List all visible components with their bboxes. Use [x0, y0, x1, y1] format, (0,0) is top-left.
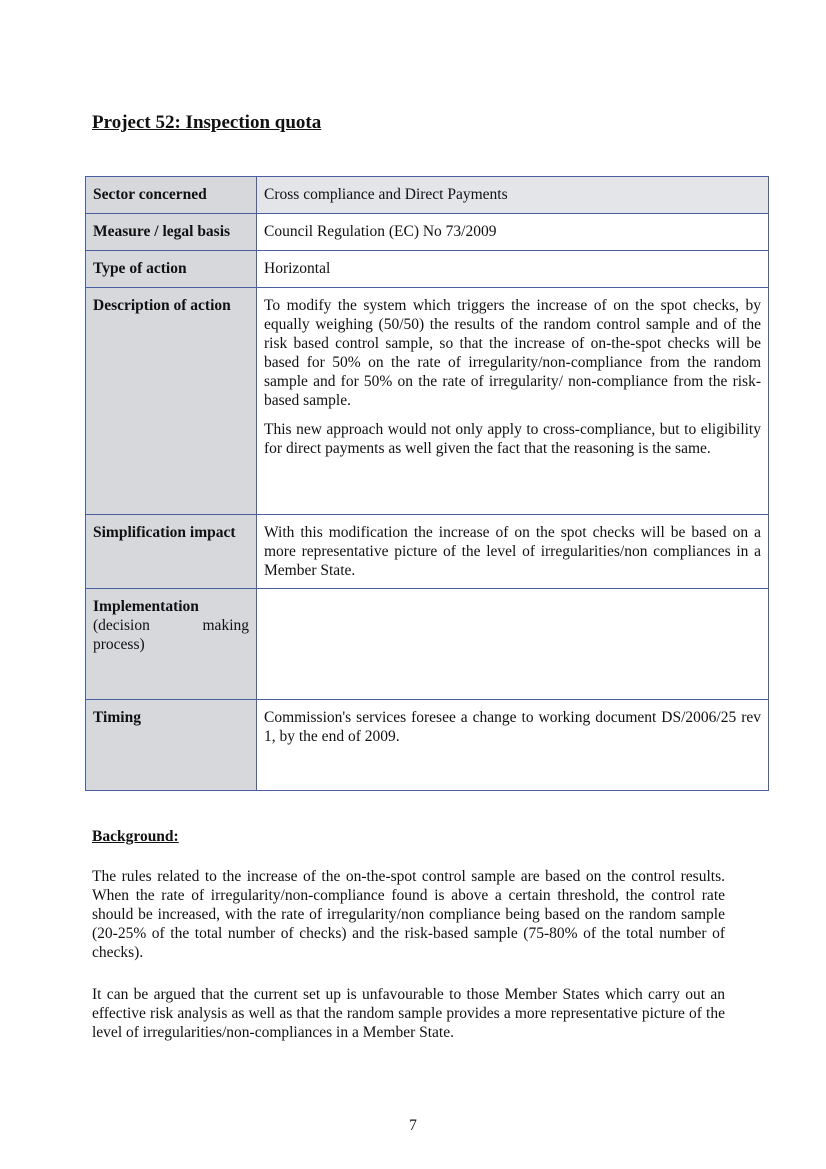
sector-label: Sector concerned [86, 177, 257, 214]
description-value [257, 288, 769, 515]
implementation-subtitle-2: process) [93, 636, 145, 653]
background-heading: Background: [92, 828, 179, 845]
page-number: 7 [409, 1117, 417, 1134]
project-info-table [85, 176, 769, 791]
background-paragraph-1: The rules related to the increase of the on-the-spot control sample are based on the control results. When the rate of irregularity/non-compliance found is above a certain threshold, the control rate should be increased, with the rate of irregularity/non compliance being based on the random sample (20-25% of the total number of checks) and the risk-based sample (75-80% of the total number of checks). [92, 868, 725, 961]
table-row-implementation [86, 589, 769, 700]
background-paragraph-2: It can be argued that the current set up is unfavourable to those Member States which carry out an effective risk analysis as well as that the random sample provides a more representative picture of the level of irregularities/non-compliances in a Member State. [92, 986, 725, 1041]
simplification-label: Simplification impact [86, 515, 257, 589]
table-row-sector [86, 177, 769, 214]
page-title: Project 52: Inspection quota [92, 112, 322, 133]
implementation-title: Implementation [93, 598, 199, 615]
type-label: Type of action [86, 251, 257, 288]
table-row-simplification [86, 515, 769, 589]
implementation-label [86, 589, 257, 700]
measure-label: Measure / legal basis [86, 214, 257, 251]
table-row-timing [86, 700, 769, 791]
implementation-subtitle-1: (decision making [93, 617, 249, 634]
description-label: Description of action [86, 288, 257, 515]
table-row-description [86, 288, 769, 515]
simplification-value [257, 515, 769, 589]
description-paragraph-2: This new approach would not only apply to cross-compliance, but to eligibility for direct payments as well given the fact that the reasoning is the same. [264, 421, 761, 457]
simplification-text: With this modification the increase of on the spot checks will be based on a more representative picture of the level of irregularities/non compliances in a Member State. [264, 524, 761, 579]
sector-value: Cross compliance and Direct Payments [257, 177, 769, 214]
table-row-type [86, 251, 769, 288]
timing-value [257, 700, 769, 791]
timing-label: Timing [86, 700, 257, 791]
description-paragraph-1: To modify the system which triggers the increase of on the spot checks, by equally weighing (50/50) the results of the random control sample and of the risk based control sample, so that the increase of on-the-spot checks will be based for 50% on the rate of irregularity/non-compliance from the random sample and for 50% on the rate of irregularity/ non-compliance from the risk-based sample. [264, 297, 761, 409]
timing-text: Commission's services foresee a change to working document DS/2006/25 rev 1, by the end of 2009. [264, 709, 761, 745]
implementation-value [257, 589, 769, 700]
measure-value: Council Regulation (EC) No 73/2009 [257, 214, 769, 251]
table-row-measure [86, 214, 769, 251]
type-value: Horizontal [257, 251, 769, 288]
